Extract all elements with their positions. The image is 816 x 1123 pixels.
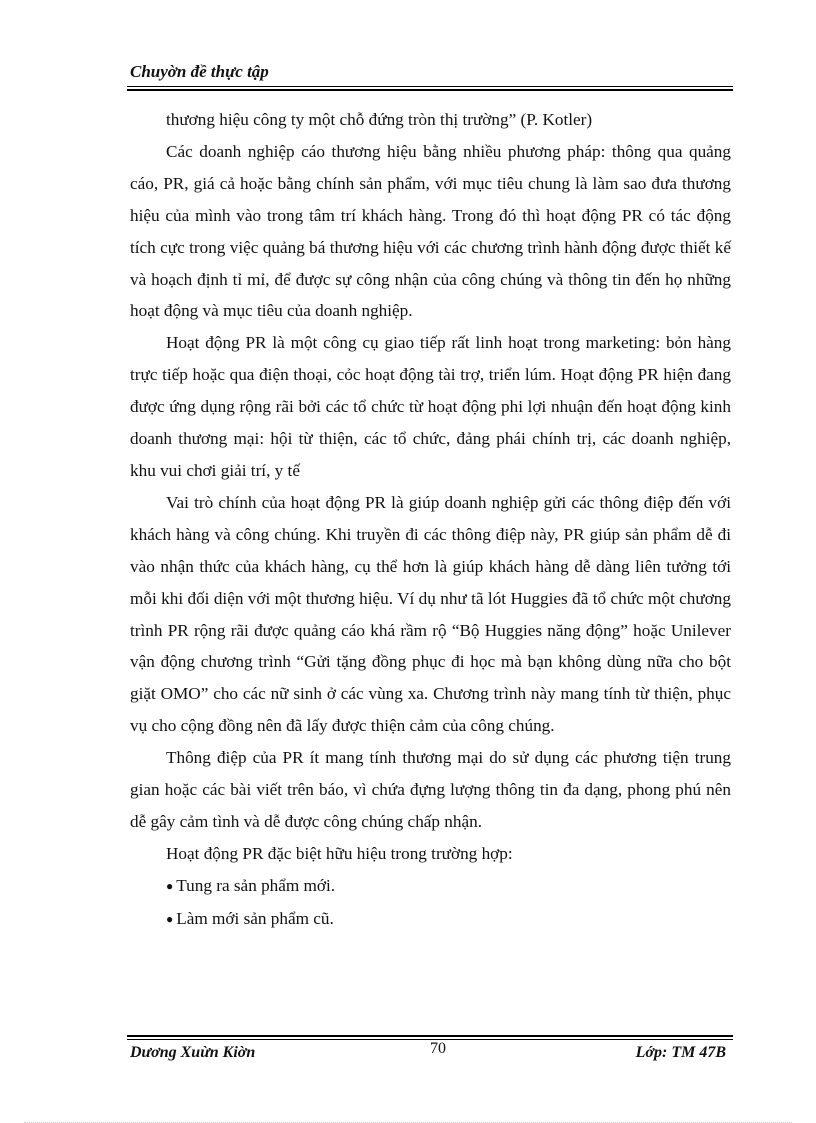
page-header-title: Chuyờn đề thực tập (130, 62, 269, 81)
page-number: 70 (430, 1040, 446, 1057)
paragraph: Hoạt động PR đặc biệt hữu hiệu trong trường hợp: (166, 843, 513, 863)
footer-author: Dương Xuừn Kiờn (130, 1044, 256, 1061)
body-text (130, 104, 731, 936)
paragraph: Thông điệp của PR ít mang tính thương mại do sử dụng các phương tiện trung gian hoặc các bài viết trên báo, vì chứa đựng lượng thông tin đa dạng, phong phú nên dễ gây cảm tình và dễ được công chúng chấp nhận. (130, 748, 731, 831)
list-item (130, 903, 731, 936)
paragraph: thương hiệu công ty một chỗ đứng tròn thị trường” (P. Kotler) (166, 110, 593, 129)
header-rule (127, 86, 733, 91)
footer-class-label: Lớp: TM 47B (635, 1044, 726, 1061)
paragraph: Hoạt động PR là một công cụ giao tiếp rất linh hoạt trong marketing: bỏn hàng trực tiếp hoặc qua điện thoại, cỏc hoạt động tài trợ, triển lúm. Hoạt động PR hiện đang được ứng dụng rộng rãi bởi các tổ chức từ hoạt động phi lợi nhuận đến hoạt động kinh doanh thương mại: hội từ thiện, các tổ chức, đảng phái chính trị, các doanh nghiệp, khu vui chơi giải trí, y tế (130, 333, 731, 480)
list-item-text: Tung ra sản phẩm mới. (176, 875, 336, 895)
bullet-list (130, 870, 731, 936)
list-item (130, 870, 731, 903)
list-item-text: Làm mới sản phẩm cũ. (176, 908, 334, 928)
bullet-icon: ● (166, 878, 174, 893)
paragraph: Vai trò chính của hoạt động PR là giúp doanh nghiệp gửi các thông điệp đến với khách hàng và công chúng. Khi truyền đi các thông điệp này, PR giúp sản phẩm dễ đi vào nhận thức của khách hàng, cụ thể hơn là giúp khách hàng dễ dàng liên tưởng tới mỗi khi đối diện với một thương hiệu. Ví dụ như tã lót Huggies đã tổ chức một chương trình PR rộng rãi được quảng cáo khá rầm rộ “Bộ Huggies năng động” hoặc Unilever vận động chương trình “Gửi tặng đồng phục đi học mà bạn không dùng nữa cho bột giặt OMO” cho các nữ sinh ở các vùng xa. Chương trình này mang tính từ thiện, phục vụ cho cộng đồng nên đã lấy được thiện cảm của công chúng. (130, 492, 731, 736)
bullet-icon: ● (166, 911, 174, 926)
paragraph: Các doanh nghiệp cáo thương hiệu bằng nhiều phương pháp: thông qua quảng cáo, PR, giá cả hoặc bằng chính sản phẩm, với mục tiêu chung là làm sao đưa thương hiệu của mình vào trong tâm trí khách hàng. Trong đó thì hoạt động PR có tác động tích cực trong việc quảng bá thương hiệu với các chương trình hành động được thiết kế và hoạch định tỉ mỉ, để được sự công nhận của công chúng và thông tin đến họ những hoạt động và mục tiêu của doanh nghiệp. (130, 141, 731, 321)
